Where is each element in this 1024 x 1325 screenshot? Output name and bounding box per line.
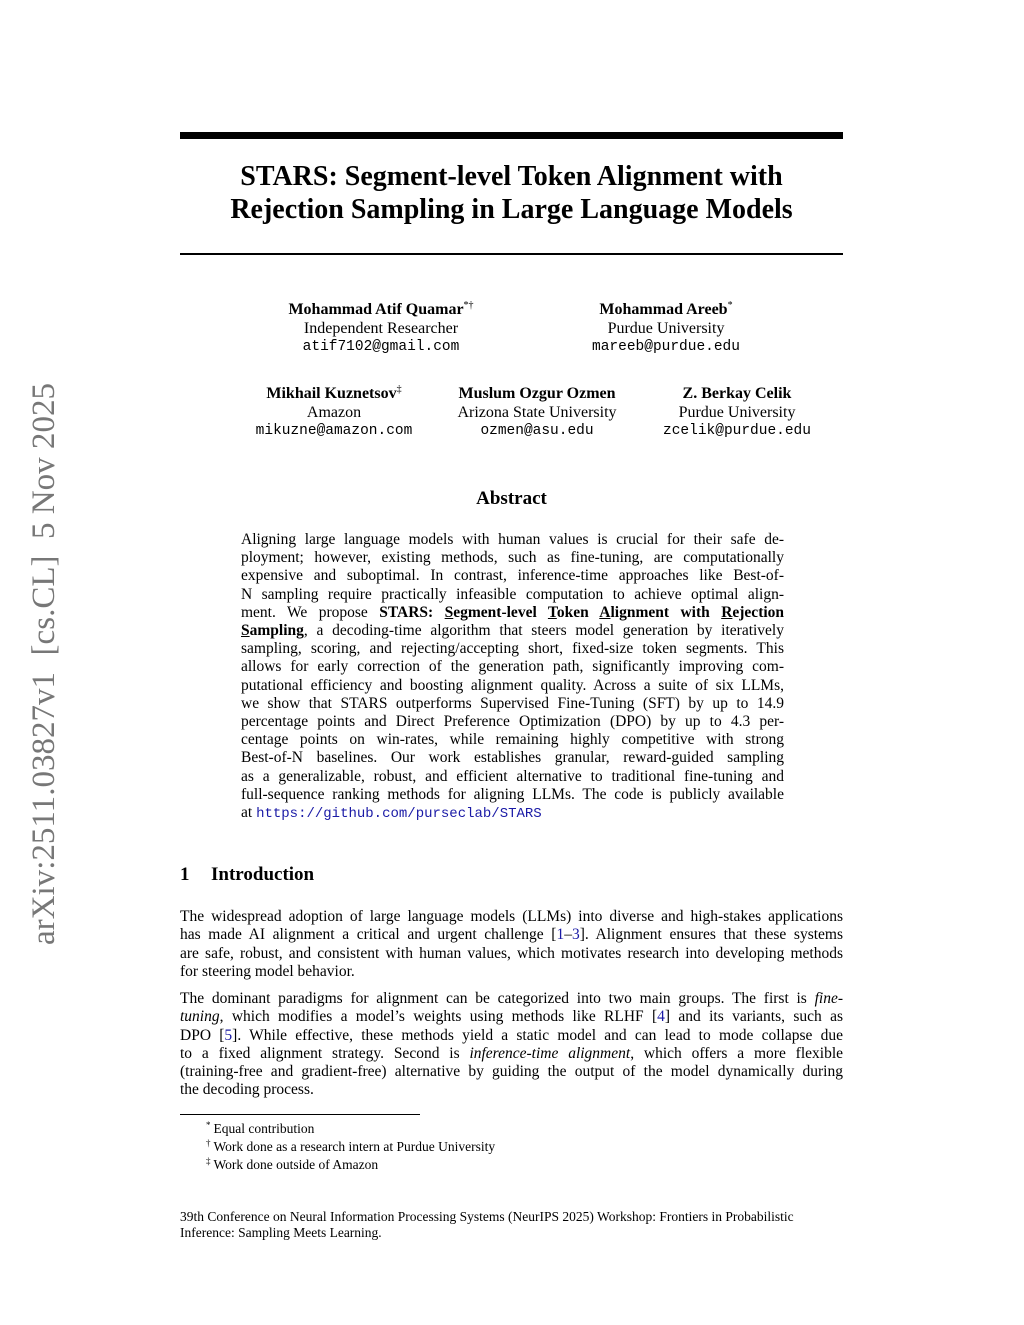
author-affiliation: Purdue University xyxy=(607,320,725,337)
author-name: Mohammad Atif Quamar*† xyxy=(288,300,474,318)
title-line-1: STARS: Segment-level Token Alignment with xyxy=(240,161,783,192)
author-affiliation: Arizona State University xyxy=(457,404,617,421)
paragraph-line: (training-free and gradient-free) alternative by guiding the output of the model dynamically during xyxy=(180,1063,843,1081)
intro-paragraph-2 xyxy=(180,990,843,1100)
footnote-rule xyxy=(180,1114,420,1115)
abstract-line: we show that STARS outperforms Supervised Fine-Tuning (SFT) by up to 14.9 xyxy=(241,694,784,712)
author-block-celik xyxy=(652,384,822,441)
abstract-line: Best-of-N baselines. Our work establishes granular, reward-guided sampling xyxy=(241,749,784,767)
abstract-line: expensive and suboptimal. In contrast, inference-time approaches like Best-of- xyxy=(241,567,784,585)
author-name: Z. Berkay Celik xyxy=(682,385,792,402)
author-email[interactable]: mareeb@purdue.edu xyxy=(592,339,740,355)
code-link[interactable]: https://github.com/purseclab/STARS xyxy=(256,806,542,823)
intro-paragraph-1 xyxy=(180,908,843,981)
abstract-line: centage points on win-rates, while remaining highly competitive with strong xyxy=(241,731,784,749)
abstract-heading: Abstract xyxy=(476,488,547,509)
arxiv-id-text: arXiv:2511.03827v1 [cs.CL] 5 Nov 2025 xyxy=(26,383,62,945)
venue-line: Inference: Sampling Meets Learning. xyxy=(180,1225,382,1240)
title-top-rule xyxy=(180,132,843,139)
author-block-quamar xyxy=(262,300,500,357)
citation-link[interactable]: 1 xyxy=(556,926,565,944)
author-block-ozmen xyxy=(442,384,632,441)
abstract-line: sampling, scoring, and rejecting/accepting short, fixed-size token segments. This xyxy=(241,640,784,658)
author-email[interactable]: atif7102@gmail.com xyxy=(302,339,460,355)
paragraph-line: The widespread adoption of large language models (LLMs) into diverse and high-stakes applications xyxy=(180,908,843,925)
section-heading-introduction xyxy=(180,863,314,887)
section-title: Introduction xyxy=(211,864,315,885)
abstract-line: percentage points and Direct Preference Optimization (DPO) by up to 4.3 per- xyxy=(241,713,784,731)
citation-link[interactable]: 5 xyxy=(224,1026,233,1044)
abstract-line: Sampling, a decoding-time algorithm that steers model generation by iteratively xyxy=(241,622,784,640)
author-email[interactable]: mikuzne@amazon.com xyxy=(255,423,413,439)
citation-link[interactable]: 4 xyxy=(657,1008,665,1026)
footnote-intern: † Work done as a research intern at Purdue University xyxy=(206,1138,496,1154)
paragraph-line: DPO [5]. While effective, these methods yield a static model and can lead to mode collapse due xyxy=(180,1026,843,1044)
abstract-line: ment. We propose STARS: Segment-level Token Alignment with Rejection xyxy=(241,603,785,621)
abstract-line: allows for early correction of the generation path, significantly improving com- xyxy=(241,658,784,676)
title-bottom-rule xyxy=(180,253,843,255)
venue-note xyxy=(180,1209,843,1241)
author-block-areeb xyxy=(566,300,766,357)
abstract-line: putational efficiency and boosting alignment quality. Across a suite of six LLMs, xyxy=(241,676,784,694)
paragraph-line: has made AI alignment a critical and urgent challenge [1–3]. Alignment ensures that these systems xyxy=(180,926,843,944)
arxiv-stamp xyxy=(18,380,62,950)
paragraph-line: the decoding process. xyxy=(180,1081,314,1099)
abstract-line: Aligning large language models with human values is crucial for their safe de- xyxy=(241,531,784,548)
footnote-equal-contribution: * Equal contribution xyxy=(206,1120,315,1136)
paragraph-line: tuning, which modifies a model’s weights using methods like RLHF [4] and its variants, such as xyxy=(180,1008,843,1026)
author-name: Mikhail Kuznetsov‡ xyxy=(266,384,402,402)
author-affiliation: Amazon xyxy=(306,404,362,421)
title-line-2: Rejection Sampling in Large Language Models xyxy=(230,194,793,225)
citation-link[interactable]: 3 xyxy=(571,926,580,944)
author-affiliation: Independent Researcher xyxy=(303,320,459,337)
abstract-line: at https://github.com/purseclab/STARS xyxy=(241,804,542,823)
abstract-body xyxy=(241,531,784,823)
author-email[interactable]: zcelik@purdue.edu xyxy=(663,423,811,439)
venue-line: 39th Conference on Neural Information Processing Systems (NeurIPS 2025) Workshop: Frontiers in Probabilistic xyxy=(180,1209,794,1224)
paragraph-line: are safe, robust, and consistent with human values, which motivates research into developing methods xyxy=(180,944,843,962)
abstract-line: ployment; however, existing methods, such as fine-tuning, are computationally xyxy=(241,549,784,567)
footnote-outside-amazon: ‡ Work done outside of Amazon xyxy=(206,1156,379,1172)
author-email[interactable]: ozmen@asu.edu xyxy=(480,423,594,439)
paragraph-line: for steering model behavior. xyxy=(180,962,355,980)
paper-title xyxy=(180,160,843,226)
author-affiliation: Purdue University xyxy=(678,404,796,421)
author-name: Mohammad Areeb* xyxy=(599,300,733,318)
abstract-line: full-sequence ranking methods for aligning LLMs. The code is publicly available xyxy=(241,785,784,803)
paragraph-line: to a fixed alignment strategy. Second is inference-time alignment, which offers a more flexible xyxy=(180,1044,844,1062)
author-name: Muslum Ozgur Ozmen xyxy=(458,385,616,402)
abstract-line: as a generalizable, robust, and efficient alternative to traditional fine-tuning and xyxy=(241,767,784,785)
section-number: 1 xyxy=(180,864,190,885)
author-block-kuznetsov xyxy=(250,384,418,441)
abstract-line: N sampling require practically infeasible computation to achieve optimal align- xyxy=(241,585,784,603)
paragraph-line: The dominant paradigms for alignment can be categorized into two main groups. The first is fine- xyxy=(180,990,843,1007)
